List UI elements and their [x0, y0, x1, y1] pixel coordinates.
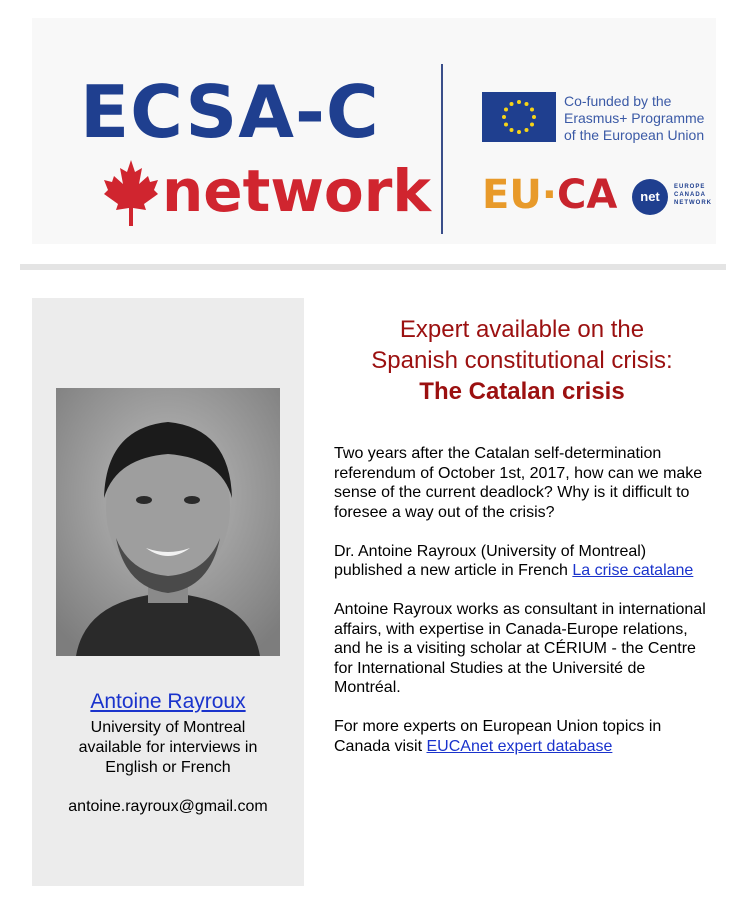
headline	[334, 314, 710, 407]
expert-photo	[56, 388, 280, 656]
header-banner	[32, 18, 716, 244]
body-paragraph: Two years after the Catalan self-determination referendum of October 1st, 2017, how can we make sense of the current deadlock? Why is it difficult to foresee a way out of the crisis?	[334, 445, 703, 521]
expert-email: antoine.rayroux@gmail.com	[68, 798, 268, 815]
euca-part-eu: EU·	[482, 172, 557, 218]
body-paragraph	[334, 542, 706, 581]
body-paragraph	[334, 717, 706, 756]
erasmus-line: Co-funded by the	[564, 93, 672, 109]
network-small-line: EUROPE	[674, 184, 706, 190]
erasmus-line: of the European Union	[564, 127, 705, 143]
eucanet-logo	[482, 173, 742, 217]
erasmus-line: Erasmus+ Programme	[564, 110, 705, 126]
ecsa-title: ECSA-C	[80, 70, 380, 154]
expert-info-line: available for interviews in	[78, 739, 258, 756]
headline-line: Expert available on the	[399, 316, 645, 343]
eu-flag-icon	[482, 92, 556, 142]
europe-canada-network-label	[674, 183, 712, 207]
expert-info-line: University of Montreal	[90, 719, 246, 736]
article-body	[334, 444, 706, 776]
la-crise-catalane-link[interactable]: La crise catalane	[572, 562, 694, 579]
network-word: network	[162, 157, 431, 225]
eucanet-database-link[interactable]: EUCAnet expert database	[426, 737, 613, 755]
network-small-line: NETWORK	[674, 200, 712, 206]
network-small-line: CANADA	[674, 192, 706, 198]
net-badge: net	[632, 179, 668, 215]
expert-info-line: English or French	[105, 759, 231, 776]
logo-divider	[441, 64, 443, 234]
body-text: For more experts on European Union topics in Canada visit	[334, 718, 662, 755]
maple-leaf-icon	[102, 158, 160, 228]
expert-name-link[interactable]: Antoine Rayroux	[90, 690, 246, 713]
euca-wordmark	[482, 173, 617, 217]
expert-info	[32, 718, 304, 778]
body-text: Dr. Antoine Rayroux (University of Montreal) published a new article in French	[334, 542, 647, 579]
euca-part-ca: CA	[557, 172, 618, 218]
expert-sidebar	[32, 298, 304, 886]
headline-strong: The Catalan crisis	[419, 378, 625, 405]
headline-line: Spanish constitutional crisis:	[371, 347, 673, 374]
horizontal-divider	[20, 264, 726, 270]
body-paragraph: Antoine Rayroux works as consultant in international affairs, with expertise in Canada-Europe relations, and he is a visiting scholar at CÉRIUM - the Centre for International Studies at the Université de Montréal.	[334, 601, 706, 696]
erasmus-text	[564, 93, 704, 144]
